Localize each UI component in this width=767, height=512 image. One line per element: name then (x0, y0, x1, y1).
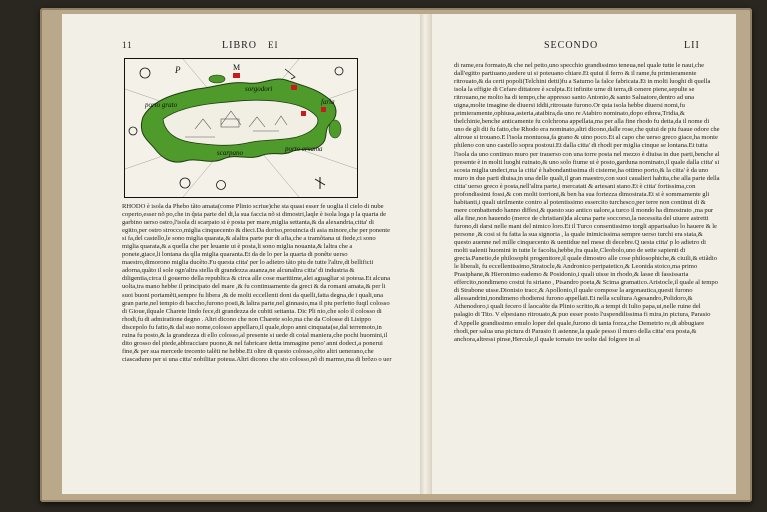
left-running-title: LIBRO (222, 40, 257, 51)
map-illustration (125, 59, 357, 197)
right-page-body-text: di rame,era formato,& che nel petto,uno specchio grandissimo teneua,nel quale tutte le naui,che dall'egitto partiuano,uedere ui si poteuano chiare.Et quiui il ferro & il rame,fu primieramente ritrouato,& da certi popoli(Telchini detti)fu a Saturno la falce fabricata.Et in molti luoghi di quella isola la effigie di Cefare dittatore è sculpta.Et infinite urne di terra,di cenere piene,sepulte se ritrouano,ne molto ha di tempo,che appresso santo Antonio,& santo Saluatore,dentro ad una uigna,molte imagine de diuersi iddii,ritrouate furono.Or qsta isola hebbe diuersi nomi,fu primieramente,ophiusa,asteria,ataibira,da uno re Atabiro nominato,dopo ethrea,Tridia,& thelchinie,benche anticamente fu colchrona appellata,ma per alla fine rhodo fu detta,da il nome di uno de gli dii fu fatto,che Rhodo era nominato,altri dicono,dalle rose,che quiui de piu fuaue odore che altroue si trouano.E l'isola montuosa,fa grano & uino poco.Et al capo che uerso greco giace,ha monte phileno con uno castello sopra postoui.Et dalla citta' di rhodi per miglia cinque se lontana.Et tutta l'isola da uno continuo muro per trauerso con una torre posta nel mezzo è diuisa in due parti,benche al presente è in molti luoghi ruinato,& uno solo fiume ui è posto,garduna nominato,il quale dalla citta' si scosta miglia undeci,ma la citta' è habondantissima di cisterne,ha ottimo porto,& la citta' è da uno muro in due parti diuisa,in una delle quali,il gran maestro,con suoi caualieri habita,che alla parte della citta' uerso greco è posta,nell'altra parte,i mercatati & artesani stano.Et è citta' fortissima,con profondissimi fossi,& con molti torrioni,& ben ha sua fortezza dimostrata.Et si è sommamente gli habitanti,i quali uirilmente contro al potentissimo essercito turchesco,per terre non continui di & mere combattendo hanno diffesi,& questo suo antico ualore,a turco il mondo ha dimostrato ,ma pur alla fine,non hauendo (merce de christiani)da alcuna parte soccorso,la necessita del uiuere astretti furono,di darsi nelle mani del nimico loro.Et il Turco consentissimo torgli apparisaluo lo hauere & le persone ,& cosi si fu fatta la sua signoria , la quale inimicissima sempre uerso turchi era stata,& questo auenne nel mille cinquecento & uentidue nel mese di decebre.Q uesta citta' p lo adietro di molti ualenti huomini in tutte le facolta,hebbe,fra quale,Cleobolo,uno de sette sapienti di grecia.Panetio,de philosophi progenitore,il quale dimostro alle cose philosophiche,& ciuili,& etiãdio le liberali, fu eccellentissimo,Stratocle,& Andronico peripatetico,& Leonida stoico,ma primo Prasiphane,& Hieronimo eademo & Posidonio,i quali uisse in rhodo,& lasse di fassissaria effercito,nondimeno costui fu siriano , Pisandro poeta,& Scima gramatico.Aristocle,il quale al tempo di Strabone uisse.Dionisio tracc,& Apollonio,il quale compose la argonautica,questi furono allessandrini,nondimeno rhodiensi furono appellati.Et nella scultura Agesandro,Polidoro,& Athenodoro,i quali fecero il laocaõte da Plinio scritto,& a tempi di Iulio papa,ui,nelle ruine del palagio di Tito. V elpesiano ritrouato,& puo esser posto l'uspendilissima fi mira,in pictura, Parasio d'Appelle grandissimo emulo loper del quale,furono di tanta forza,che Demetrio re,di abbugiare rhodi,per salua una pictura di Parasio fi astenne,la quale pesso il muro della citta' era posta,& anchora,altressi pinse,Hercule,il quale tornato tre uolte dal folgore in al (454, 62, 720, 343)
left-page-number: 11 (122, 40, 133, 50)
map-label-porto-grato: porto grato (145, 101, 178, 109)
map-label-north-left: P (175, 65, 181, 75)
right-page (432, 14, 736, 494)
map-label-sorgodori: sorgodori (245, 85, 273, 93)
left-header-mirror-text: ΕΙ (268, 40, 279, 50)
right-running-title: SECONDO (544, 40, 599, 51)
map-label-faria: faria (321, 98, 335, 106)
map-label-scarpano: scarpano (217, 149, 244, 157)
map-label-north-center: M (233, 63, 241, 72)
map-label-porto-ersama: porto ersama (285, 145, 323, 153)
right-page-number: LII (684, 40, 700, 51)
open-book (40, 8, 752, 502)
left-page-body-text: RHODO è isola da Phebo tãto amata(come Plinio scriue)che sta quasi esser fe uoglia il cielo di nube coperto,esser nõ po,che in q̃sta parte del di,la sua faccia nõ si dimostri,laqle è isola loga p la quarta de garbino uerso ostro,l'isola di scarpato si è posta per mare,miglia settanta,& da alexandria,citta' di egitto,per ostro sirocco,miglia cinquecento & dieci.Da doriso,prouincia di asia minore,che per ponente si fa,del castello,le sono miglia quarata,& alaltra parte pur di afia,che a tramõtana ui fiede,ci sono miglia quarata,& a quella che per leuante ui è posta,li sono miglia nouanta,& laltra che a ponete,giace,li lontana da qlla miglia quaranta.Et da de lo per la quarta di ponẽte uerso maestro,dimorono miglia ducẽto.Fu questa citta' per lo adietro tãto piu de tutte l'altre,di bellificii adorna,quãto il sole ogn'altra stella di grandezza auanza,ne alcunaltra citta' di industria & diligentia,circa il gouerno della republica & circa alle cose marittime,alei aguagliar si poteua.Et alcuna uolta,tra mano hebbe il principato del mare ,& fu continuamente da greci & da romani amata,& per li suoi buoni portamẽti,sempre fu libera ,& de molti eccellenti doni da quelli,fatta degna,de i quali,una gran parte,nel tempio di baccho,furono posti,& laltra parte,nel ginnasio,ma il piu perfetto fuqil colosso di Gioue,ilquale Charete lindo fece,di grandezza de cubiti settanta. Dic Pli nio,che solo il colosso di rhodi,fu di admiratione degno . Altri dicono che non Charete solo,ma che da Colosse di Lisippo discepolo fu fatto,& dal suo nome,colosso appellaro,il quale,dopo anni cinquata(se,dal terremoto,in ruina fu posto,& la grandezza di ello colosso,al presente si uede di cotal maniera,che pochi huomini,il dito grosso del piede,abbracciare puono,& nel fabricare detta immagine peno' anni dodeci,a ponerui fine,& per sua mercede trecento talẽti ne hebbe.Et oltre di questo colosso,cẽto altri uenerano,che ciascaduno per si una citta' nobilitar poteua.Altri dicono che sto colosso,nõ di marmo,ma di brõzo o uer (122, 203, 392, 363)
left-page (62, 14, 422, 494)
rhodes-woodcut-map (124, 58, 358, 198)
